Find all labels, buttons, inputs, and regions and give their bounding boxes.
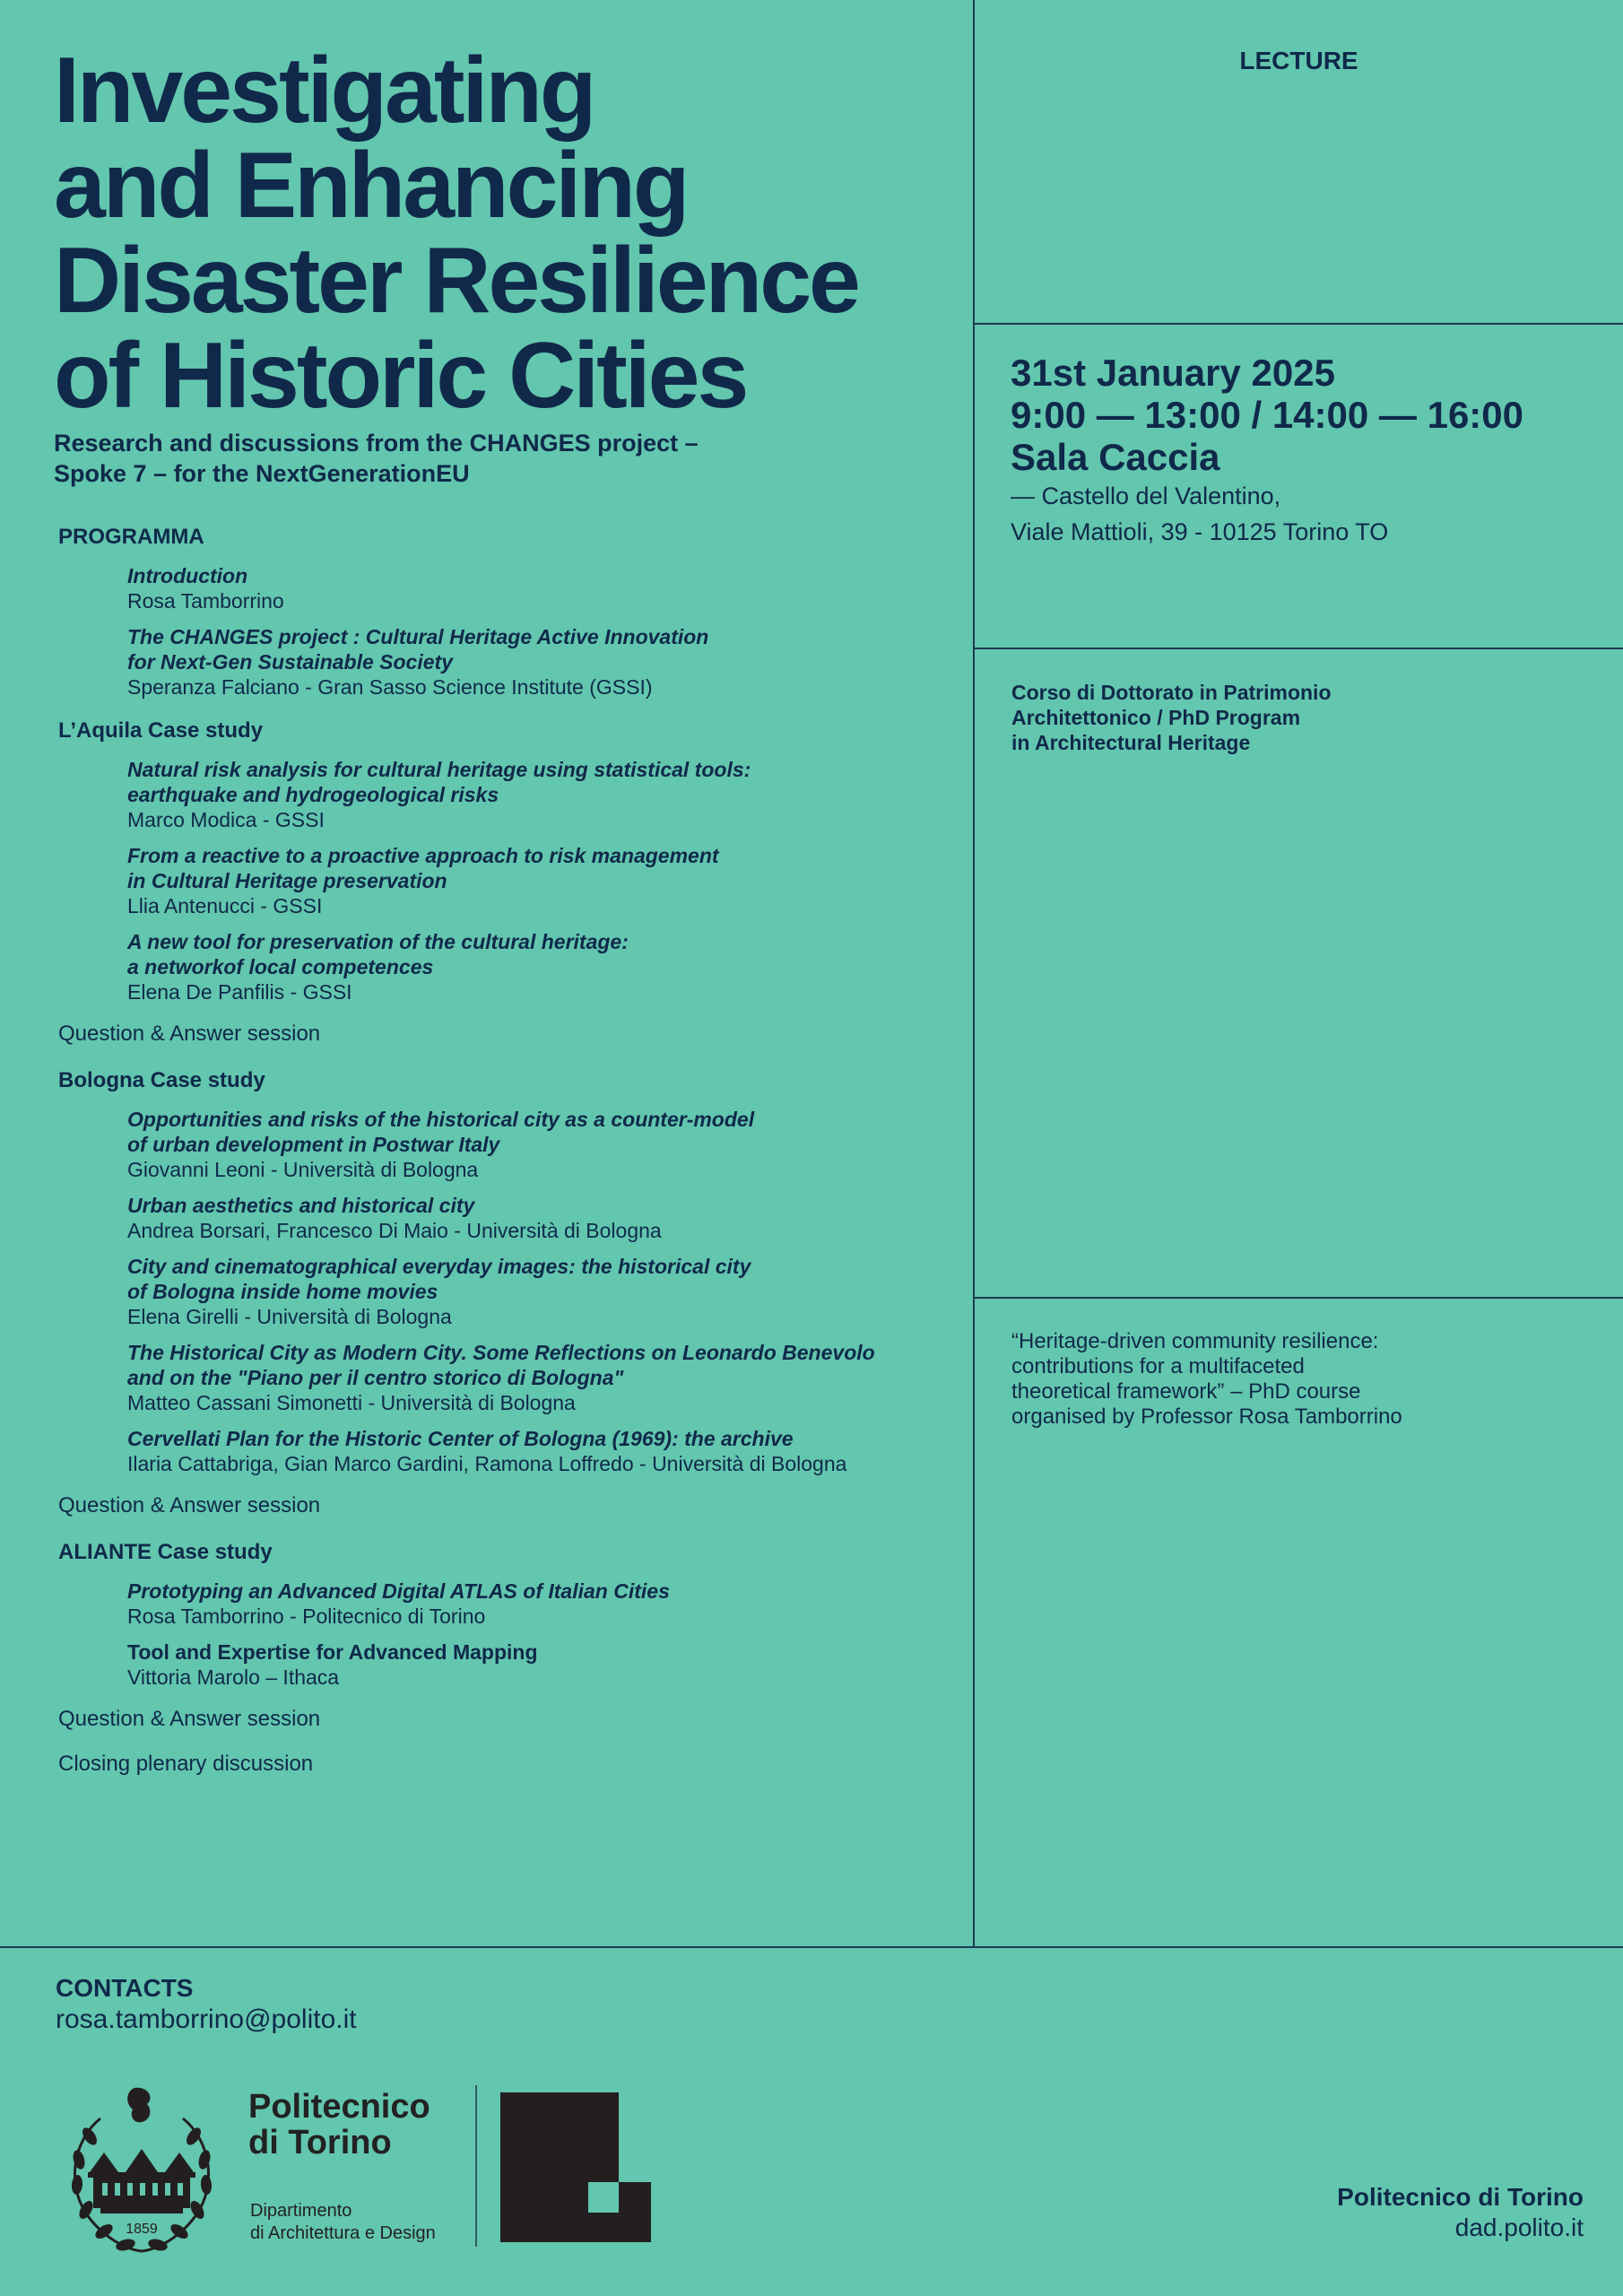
event-venue: — Castello del Valentino, — [1011, 483, 1281, 509]
poster-subtitle: Research and discussions from the CHANGES project – Spoke 7 – for the NextGenerationEU — [54, 430, 699, 487]
talk-item: Cervellati Plan for the Historic Center of Bologna (1969): the archive Ilaria Cattabriga, Gian Marco Gardini, Ramona Loffredo - Università di Bologna — [127, 1427, 847, 1475]
logo-separator — [475, 2085, 477, 2247]
aliante-heading: ALIANTE Case study — [58, 1540, 273, 1564]
footer-url[interactable]: dad.polito.it — [1454, 2213, 1584, 2241]
talk-item: The CHANGES project : Cultural Heritage Active Innovation for Next-Gen Sustainable Society Speranza Falciano - Gran Sasso Science Institute (GSSI) — [127, 625, 709, 699]
contact-email[interactable]: rosa.tamborrino@polito.it — [56, 2005, 357, 2034]
talk-item: The Historical City as Modern City. Some Reflections on Leonardo Benevolo and on the "Piano per il centro storico di Bologna" Matteo Cassani Simonetti - Università di Bologna — [127, 1341, 875, 1414]
event-details — [1011, 352, 1602, 550]
talk-item: A new tool for preservation of the cultural heritage: a networkof local competences Elena De Panfilis - GSSI — [127, 930, 629, 1004]
talk-item: Prototyping an Advanced Digital ATLAS of Italian Cities Rosa Tamborrino - Politecnico di Torino — [127, 1579, 670, 1628]
seal-year: 1859 — [126, 2222, 158, 2237]
phd-program: Corso di Dottorato in Patrimonio Architettonico / PhD Program in Architectural Heritage — [1011, 681, 1332, 754]
department-name: Dipartimento di Architettura e Design — [250, 2201, 436, 2243]
programme — [58, 522, 964, 1779]
qa-session: Question & Answer session — [58, 1022, 321, 1046]
university-seal-icon — [54, 2083, 230, 2258]
talk-item: Urban aesthetics and historical city Andrea Borsari, Francesco Di Maio - Università di Bologna — [127, 1194, 662, 1242]
footer-name: Politecnico di Torino — [1337, 2183, 1584, 2211]
lecture-label: LECTURE — [1239, 47, 1358, 74]
event-time: 9:00 — 13:00 / 14:00 — 16:00 — [1011, 394, 1524, 436]
laquila-heading: L’Aquila Case study — [58, 718, 264, 743]
talk-item: Tool and Expertise for Advanced Mapping Vittoria Marolo – Ithaca — [127, 1640, 538, 1689]
event-date: 31st January 2025 — [1011, 352, 1335, 394]
poster-title: Investigating and Enhancing Disaster Resilience of Historic Cities — [54, 39, 858, 428]
programma-heading: PROGRAMMA — [58, 525, 204, 549]
column-divider — [973, 0, 975, 1948]
dad-logo-icon — [500, 2092, 651, 2242]
contacts-label: CONTACTS — [56, 1974, 194, 2002]
talk-item: From a reactive to a proactive approach to risk management in Cultural Heritage preservation Llia Antenucci - GSSI — [127, 844, 719, 918]
talk-item: Opportunities and risks of the historical city as a counter-model of urban development in Postwar Italy Giovanni Leoni - Università di Bologna — [127, 1108, 755, 1181]
right-divider-3 — [973, 1297, 1623, 1299]
right-divider-2 — [973, 648, 1623, 649]
bologna-heading: Bologna Case study — [58, 1068, 265, 1092]
polito-logo-name: Politecnico di Torino — [248, 2088, 430, 2161]
right-divider-1 — [973, 323, 1623, 325]
talk-item: City and cinematographical everyday images: the historical city of Bologna inside home movies Elena Girelli - Università di Bologna — [127, 1255, 751, 1328]
course-description: “Heritage-driven community resilience: contributions for a multifaceted theoretical framework” – PhD course organised by Professor Rosa Tamborrino — [1011, 1329, 1402, 1429]
qa-session: Question & Answer session — [58, 1493, 321, 1518]
contacts — [56, 1973, 357, 2036]
footer-divider — [0, 1946, 1623, 1948]
qa-session: Question & Answer session — [58, 1707, 321, 1731]
event-address: Viale Mattioli, 39 - 10125 Torino TO — [1011, 518, 1389, 545]
footer-info — [1337, 2182, 1584, 2243]
event-room: Sala Caccia — [1011, 436, 1220, 478]
talk-item: Introduction Rosa Tamborrino — [127, 564, 284, 613]
talk-item: Natural risk analysis for cultural heritage using statistical tools: earthquake and hydrogeological risks Marco Modica - GSSI — [127, 758, 751, 831]
closing-discussion: Closing plenary discussion — [58, 1752, 314, 1776]
